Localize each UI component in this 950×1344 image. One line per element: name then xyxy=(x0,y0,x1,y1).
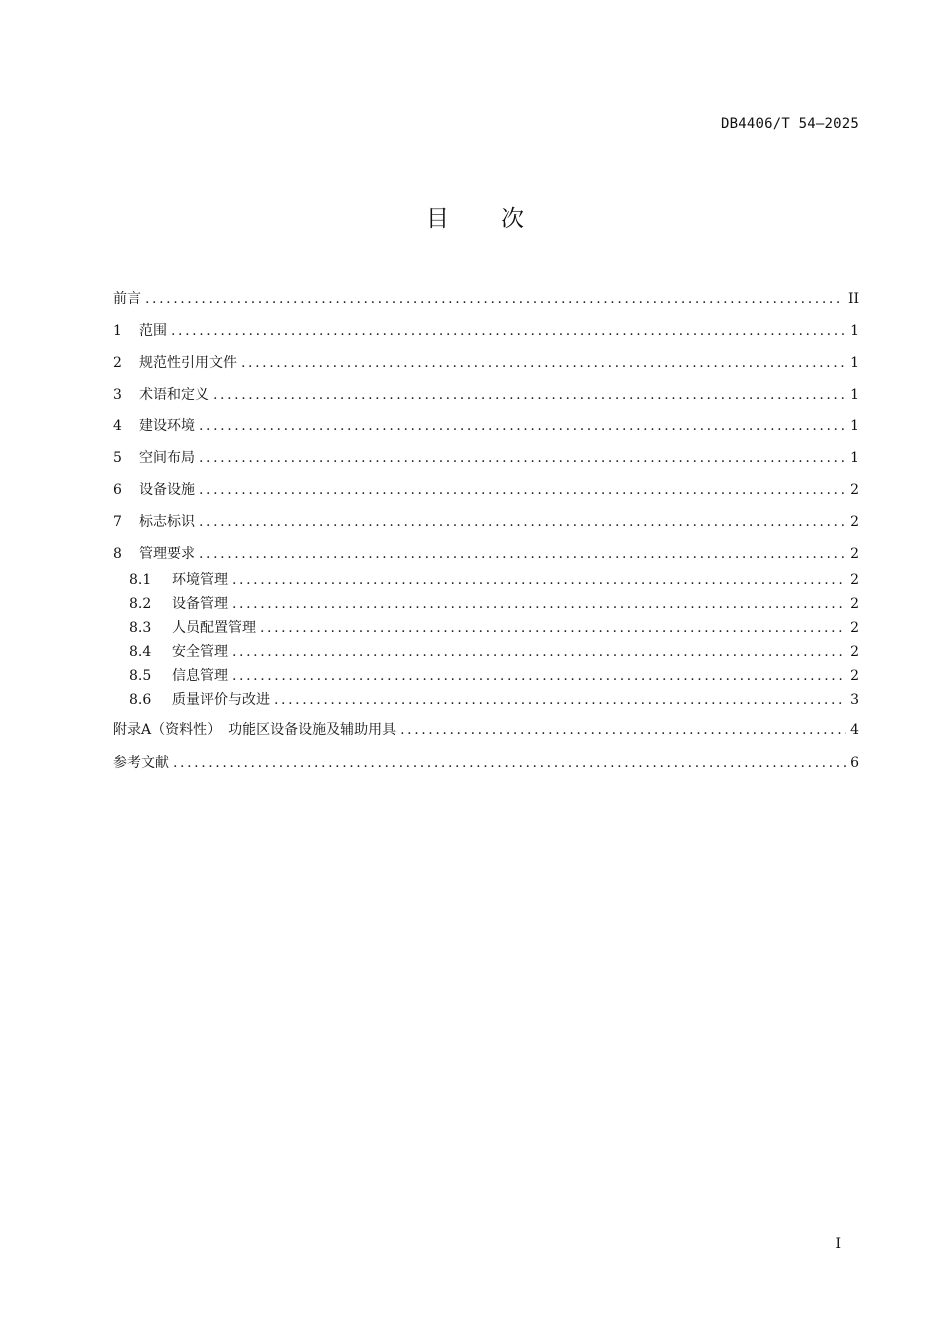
toc-entry-number: 8.6 xyxy=(129,692,152,708)
toc-entry-page: 1 xyxy=(850,387,859,403)
toc-entry[interactable] xyxy=(113,415,859,437)
toc-entry[interactable] xyxy=(113,352,859,374)
toc-entry-number: 2 xyxy=(113,355,122,371)
toc-entry[interactable] xyxy=(113,543,859,565)
toc-entry-page: 2 xyxy=(850,514,859,530)
toc-entry[interactable] xyxy=(129,665,859,687)
toc-entry-label: 设备管理 xyxy=(172,596,228,612)
toc-entry-label: 范围 xyxy=(139,323,167,339)
toc-entry-number: 8 xyxy=(113,546,122,562)
toc-entry-page: 1 xyxy=(850,418,859,434)
toc-entry[interactable] xyxy=(113,447,859,469)
toc-entry-label: 规范性引用文件 xyxy=(139,355,237,371)
toc-entry-label: 环境管理 xyxy=(172,572,228,588)
toc-leader-dots xyxy=(232,665,846,687)
toc-entry-number: 8.3 xyxy=(129,620,152,636)
toc-entry-page: II xyxy=(847,291,859,307)
toc-leader-dots xyxy=(213,384,846,406)
toc-entry-label: 设备设施 xyxy=(139,482,195,498)
toc-entry-page: 2 xyxy=(850,620,859,636)
document-code: DB4406/T 54—2025 xyxy=(720,116,859,132)
toc-entry[interactable] xyxy=(113,511,859,533)
toc-entry-page: 2 xyxy=(850,644,859,660)
toc-entry-label: 建设环境 xyxy=(139,418,195,434)
toc-entry[interactable] xyxy=(113,752,859,774)
toc-leader-dots xyxy=(199,415,846,437)
toc-leader-dots xyxy=(199,447,846,469)
toc-leader-dots xyxy=(260,617,846,639)
toc-entry-number: 8.4 xyxy=(129,644,152,660)
toc-entry-page: 1 xyxy=(850,450,859,466)
toc-entry-page: 2 xyxy=(850,668,859,684)
toc-entry-label: 前言 xyxy=(113,291,141,307)
toc-entry-page: 3 xyxy=(850,692,859,708)
toc-entry-label: 信息管理 xyxy=(172,668,228,684)
toc-entry-label: 质量评价与改进 xyxy=(172,692,270,708)
toc-entry-page: 1 xyxy=(850,355,859,371)
toc-entry[interactable] xyxy=(129,593,859,615)
toc-leader-dots xyxy=(241,352,846,374)
toc-entry[interactable] xyxy=(113,719,859,741)
toc-entry-number: 6 xyxy=(113,482,122,498)
toc-entry-number: 7 xyxy=(113,514,122,530)
toc-leader-dots xyxy=(232,593,846,615)
toc-leader-dots xyxy=(232,641,846,663)
page-title xyxy=(0,200,950,233)
page-title-part-2: 次 xyxy=(501,206,524,232)
toc-entry-page: 2 xyxy=(850,546,859,562)
toc-entry-number: 8.2 xyxy=(129,596,152,612)
toc-entry[interactable] xyxy=(113,479,859,501)
toc-entry[interactable] xyxy=(129,689,859,711)
toc-leader-dots xyxy=(171,320,846,342)
toc-leader-dots xyxy=(232,569,846,591)
toc-leader-dots xyxy=(173,752,846,774)
toc-entry[interactable] xyxy=(113,384,859,406)
toc-entry-label: 标志标识 xyxy=(139,514,195,530)
toc-entry-label: 术语和定义 xyxy=(139,387,209,403)
toc-entry[interactable] xyxy=(129,569,859,591)
toc-entry-number: 4 xyxy=(113,418,122,434)
toc-entry-page: 1 xyxy=(850,323,859,339)
toc-entry-page: 6 xyxy=(850,755,859,771)
toc-leader-dots xyxy=(199,543,846,565)
toc-entry-number: 5 xyxy=(113,450,122,466)
toc-entry-page: 2 xyxy=(850,482,859,498)
toc-entry-number: 8.1 xyxy=(129,572,152,588)
page-title-part-1: 目 xyxy=(426,206,449,232)
toc-entry-number: 1 xyxy=(113,323,122,339)
toc-leader-dots xyxy=(199,511,846,533)
toc-leader-dots xyxy=(145,288,844,310)
toc-leader-dots xyxy=(400,719,846,741)
toc-entry-number: 3 xyxy=(113,387,122,403)
toc-entry[interactable] xyxy=(113,288,859,310)
toc-entry-label: 安全管理 xyxy=(172,644,228,660)
toc-entry-label: 附录A（资料性） 功能区设备设施及辅助用具 xyxy=(113,722,397,738)
toc-entry-label: 参考文献 xyxy=(113,755,169,771)
footer-page-number: I xyxy=(835,1236,841,1252)
toc-leader-dots xyxy=(199,479,846,501)
toc-entry[interactable] xyxy=(129,617,859,639)
toc-entry-page: 2 xyxy=(850,596,859,612)
toc-entry-number: 8.5 xyxy=(129,668,152,684)
toc-entry-page: 4 xyxy=(850,722,859,738)
toc-leader-dots xyxy=(274,689,846,711)
toc-entry-label: 管理要求 xyxy=(139,546,195,562)
toc-entry-label: 空间布局 xyxy=(139,450,195,466)
toc-entry-page: 2 xyxy=(850,572,859,588)
toc-entry[interactable] xyxy=(129,641,859,663)
toc-entry[interactable] xyxy=(113,320,859,342)
toc-entry-label: 人员配置管理 xyxy=(172,620,256,636)
